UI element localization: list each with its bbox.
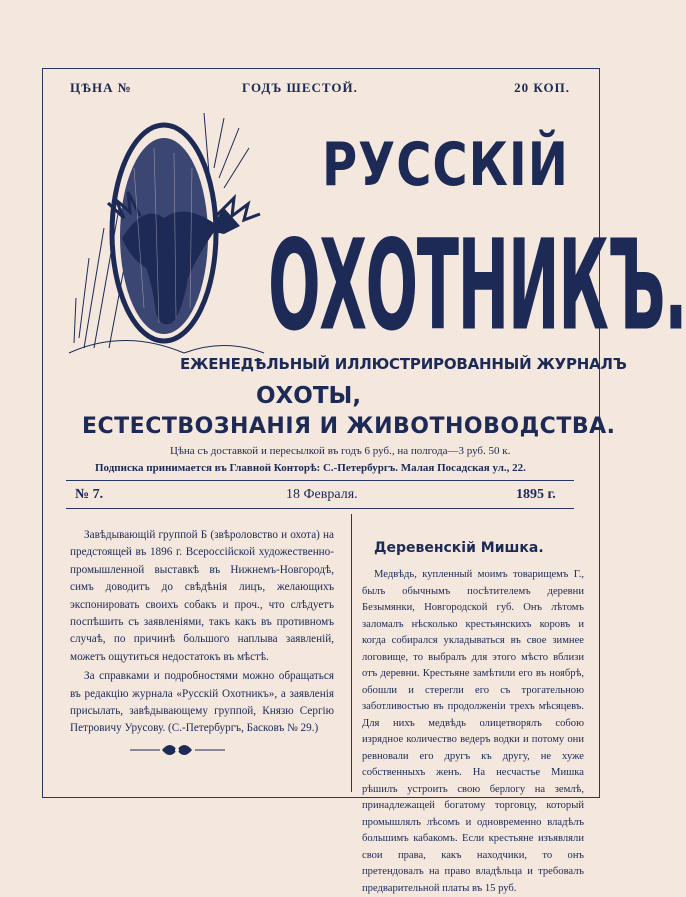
title-line-2: ОХОТНИКЪ. xyxy=(268,214,686,359)
cost-label: 20 КОП. xyxy=(514,80,570,95)
year-label: ГОДЪ ШЕСТОЙ. xyxy=(242,80,358,95)
left-paragraph-1: Завѣдывающій группой Б (звѣроловство и охота) на предстоящей въ 1896 г. Всероссійской художественно-промышленной выставкѣ въ Нижнемъ-Новгородѣ, симъ доводитъ до свѣдѣнія лицъ, желающихъ экспонировать своихъ собакъ и проч., что слѣдуетъ поспѣшить съ заявленіями, такъ какъ въ противномъ случаѣ, по причинѣ большого наплыва заявленій, можетъ ощутиться недостатокъ въ мѣстѣ. xyxy=(70,529,334,663)
article-title: Деревенскій Мишка. xyxy=(374,540,544,556)
heading-line-1: ОХОТЫ, xyxy=(256,383,362,409)
price-label: ЦѢНА № xyxy=(70,80,132,95)
heading-line-2: ЕСТЕСТВОЗНАНІЯ И ЖИВОТНОВОДСТВА. xyxy=(82,414,616,439)
rule-bottom xyxy=(66,508,574,509)
masthead-bar xyxy=(70,80,570,98)
article-body: Медвѣдь, купленный моимъ товарищемъ Г., былъ обычнымъ посѣтителемъ деревни Безымянки, Новгородской губ. Онъ лѣтомъ заломалъ нѣсколько крестьянскихъ коровъ и когда собирался укладываться въ свое зимнее логовище, то выбралъ для этого мѣсто вблизи отъ деревни. Крестьяне замѣтили его въ ноябрѣ, обошли и стерегли его съ трогательною заботливостью въ продолженіи трехъ мѣсяцевъ. Для нихъ медвѣдь олицетворялъ собою изрядное количество ведеръ водки и потому они ревновали его другъ къ другу, не хуже собственныхъ женъ. На несчастье Мишка рѣшилъ устроить свою берлогу на землѣ, принадлежащей богатому торговцу, который промышлялъ лѣсомъ и одновременно владѣлъ большимъ кабакомъ. Если крестьяне изъявляли свои права, какъ находчики, то онъ претендовалъ на право владѣльца и требовалъ предварительной платы въ 15 руб. xyxy=(362,569,584,894)
subscribe-line: Подписка принимается въ Главной Конторѣ: С.-Петербургъ. Малая Посадская ул., 22. xyxy=(95,462,526,474)
title-line-1: РУССКІЙ xyxy=(322,130,569,200)
column-divider xyxy=(351,514,352,792)
moose-vignette-illustration xyxy=(64,108,264,358)
subtitle: ЕЖЕНЕДѢЛЬНЫЙ ИЛЛЮСТРИРОВАННЫЙ ЖУРНАЛЪ xyxy=(180,355,627,373)
issue-number: № 7. xyxy=(75,487,104,502)
left-paragraph-2: За справками и подробностями можно обращаться въ редакцію журнала «Русскій Охотникъ», а заявленія присылать, завѣдывающему группой, Князю Сергію Петровичу Урусову. (С.-Петербургъ, Басковъ № 29.) xyxy=(70,670,334,735)
left-column xyxy=(70,527,334,740)
rule-top xyxy=(66,480,574,481)
ornament-icon xyxy=(130,740,225,760)
issue-date: 18 Февраля. xyxy=(286,487,358,502)
price-line: Цѣна съ доставкой и пересылкой въ годъ 6 руб., на полгода—3 руб. 50 к. xyxy=(170,445,511,457)
issue-year: 1895 г. xyxy=(516,487,556,502)
right-column xyxy=(362,567,584,897)
